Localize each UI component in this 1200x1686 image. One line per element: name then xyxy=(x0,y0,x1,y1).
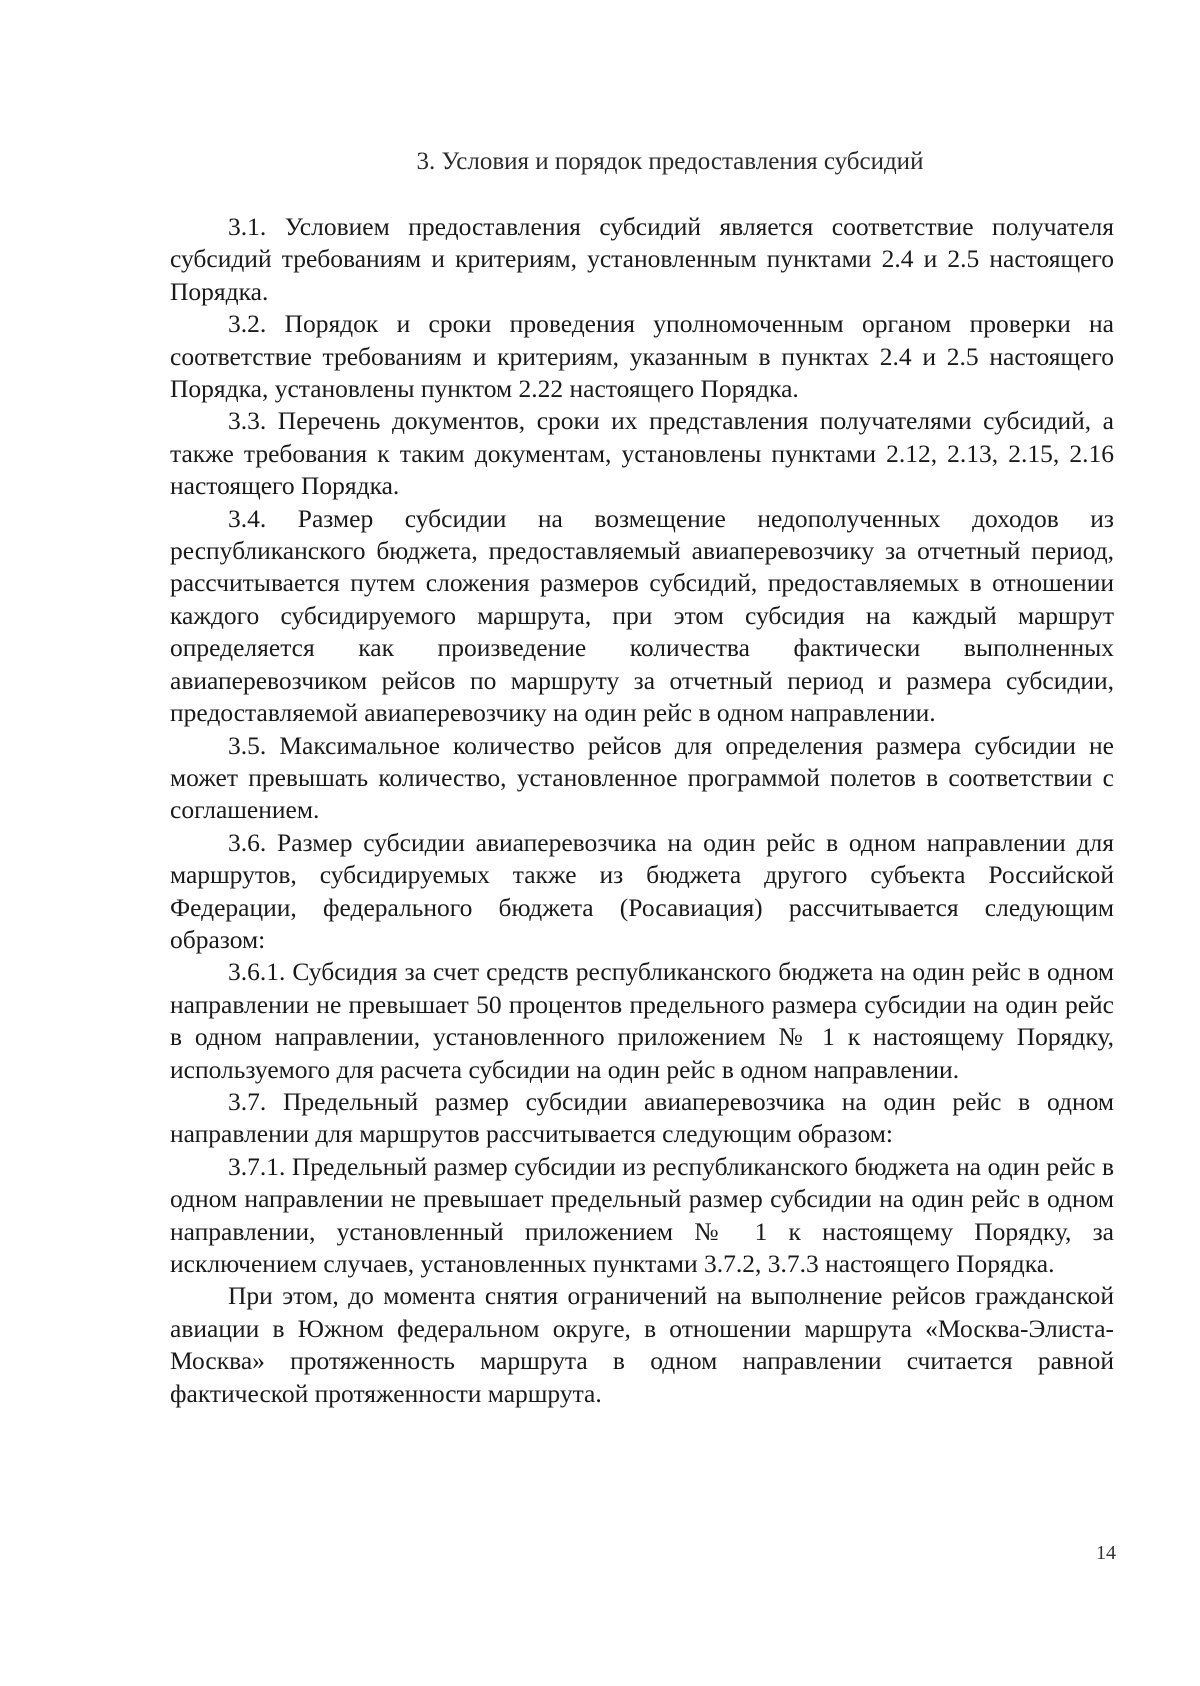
paragraph-3-1: 3.1. Условием предоставления субсидий является соответствие получателя субсидий требованиям и критериям, установленным пунктами 2.4 и 2.5 настоящего Порядка. xyxy=(170,212,1114,306)
page-number: 14 xyxy=(1096,1542,1116,1564)
paragraph-3-7: 3.7. Предельный размер субсидии авиаперевозчика на один рейс в одном направлении для маршрутов рассчитывается следующим образом: xyxy=(170,1086,1114,1149)
paragraph-note: При этом, до момента снятия ограничений на выполнение рейсов гражданской авиации в Южном федеральном округе, в отношении маршрута «Москва-Элиста-Москва» протяженность маршрута в одном направлении считается равной фактической протяженности маршрута. xyxy=(170,1281,1114,1408)
section-heading: 3. Условия и порядок предоставления субсидий xyxy=(416,148,924,175)
paragraph-3-7-1: 3.7.1. Предельный размер субсидии из республиканского бюджета на один рейс в одном направлении не превышает предельный размер субсидии на один рейс в одном направлении, установленный приложением № 1 к настоящему Порядку, за исключением случаев, установленных пунктами 3.7.2, 3.7.3 настоящего Порядка. xyxy=(170,1151,1114,1278)
paragraph-3-6-1: 3.6.1. Субсидия за счет средств республиканского бюджета на один рейс в одном направлении не превышает 50 процентов предельного размера субсидии на один рейс в одном направлении, установленного приложением № 1 к настоящему Порядку, используемого для расчета субсидии на один рейс в одном направлении. xyxy=(170,957,1114,1084)
paragraph-3-3: 3.3. Перечень документов, сроки их представления получателями субсидий, а также требования к таким документам, установлены пунктами 2.12, 2.13, 2.15, 2.16 настоящего Порядка. xyxy=(170,406,1114,501)
paragraph-3-2: 3.2. Порядок и сроки проведения уполномоченным органом проверки на соответствие требованиям и критериям, указанным в пунктах 2.4 и 2.5 настоящего Порядка, установлены пунктом 2.22 настоящего Порядка. xyxy=(170,309,1114,404)
document-body xyxy=(170,211,1114,1410)
paragraph-3-5: 3.5. Максимальное количество рейсов для определения размера субсидии не может превышать количество, установленное программой полетов в соответствии с соглашением. xyxy=(170,730,1114,825)
paragraph-3-4: 3.4. Размер субсидии на возмещение недополученных доходов из республиканского бюджета, предоставляемый авиаперевозчику за отчетный период, рассчитывается путем сложения размеров субсидий, предоставляемых в отношении каждого субсидируемого маршрута, при этом субсидия на каждый маршрут определяется как произведение количества фактически выполненных авиаперевозчиком рейсов по маршруту за отчетный период и размера субсидии, предоставляемой авиаперевозчику на один рейс в одном направлении. xyxy=(170,503,1114,728)
paragraph-3-6: 3.6. Размер субсидии авиаперевозчика на один рейс в одном направлении для маршрутов, субсидируемых также из бюджета другого субъекта Российской Федерации, федерального бюджета (Росавиация) рассчитывается следующим образом: xyxy=(170,827,1114,954)
